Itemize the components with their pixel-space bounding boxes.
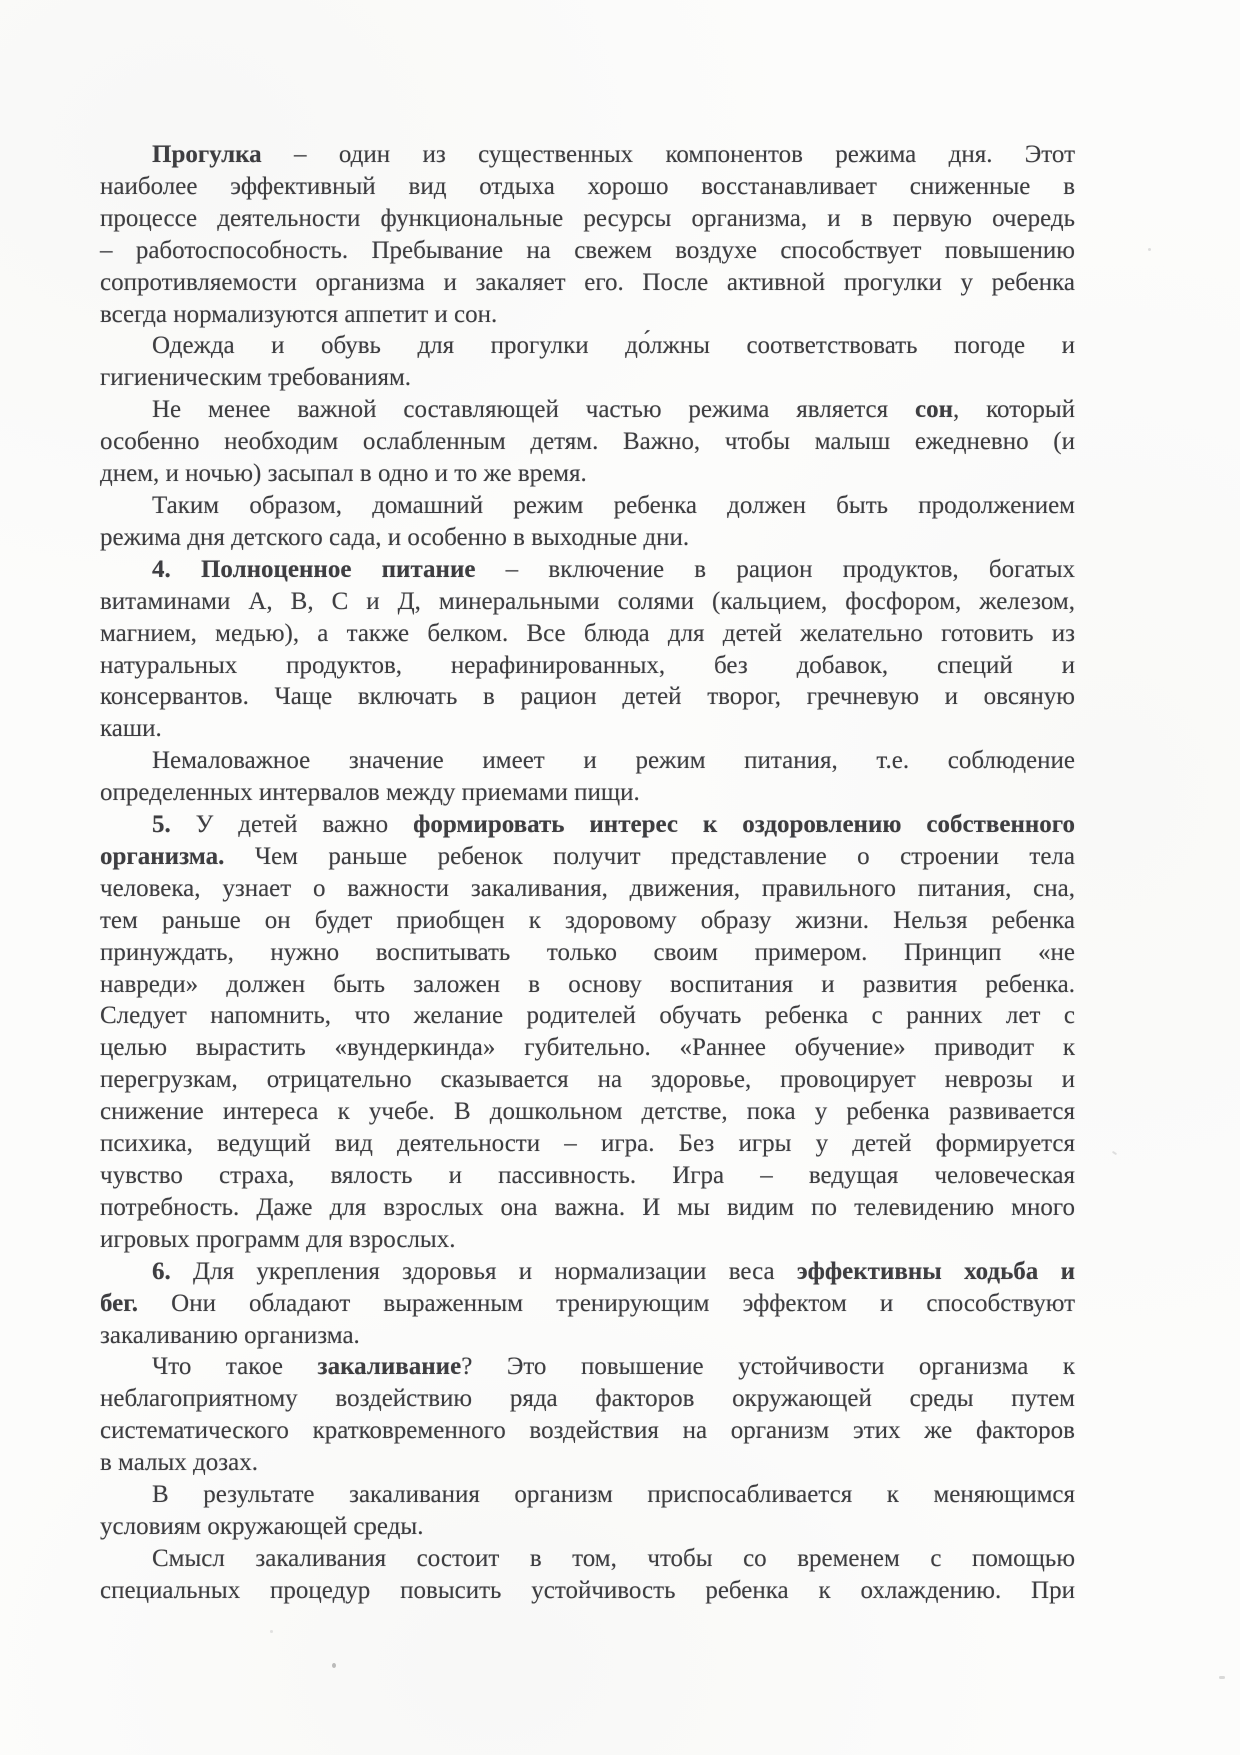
- text-run: Они обладают выраженным тренирующим эффектом и способствуют: [138, 1289, 1075, 1317]
- bold-text: 4. Полноценное питание: [152, 555, 476, 583]
- text-line: [100, 681, 1075, 713]
- document-body: [100, 139, 1075, 1607]
- text-line: [100, 618, 1075, 650]
- text-line: [100, 490, 1075, 522]
- text-run: гигиеническим требованиям.: [100, 364, 412, 392]
- scan-speck: [270, 1630, 273, 1633]
- text-run: процессе деятельности функциональные ресурсы организма, и в первую очередь: [100, 204, 1075, 232]
- text-run: тем раньше он будет приобщен к здоровому образу жизни. Нельзя ребенка: [100, 906, 1075, 934]
- text-run: В результате закаливания организм приспосабливается к меняющимся: [152, 1481, 1075, 1509]
- text-line: [100, 426, 1075, 458]
- text-line: [100, 522, 1075, 554]
- text-run: неблагоприятному воздействию ряда факторов окружающей среды путем: [100, 1385, 1075, 1413]
- text-run: закаливанию организма.: [100, 1321, 360, 1349]
- text-run: консервантов. Чаще включать в рацион детей творог, гречневую и овсяную: [100, 683, 1075, 711]
- scan-speck: [1148, 248, 1151, 251]
- text-line: [100, 1192, 1075, 1224]
- text-run: каши.: [100, 715, 162, 743]
- text-line: [100, 1320, 1075, 1352]
- text-line: [100, 1032, 1075, 1064]
- text-run: особенно необходим ослабленным детям. Важно, чтобы малыш ежедневно (и: [100, 428, 1075, 456]
- text-run: – работоспособность. Пребывание на свежем воздухе способствует повышению: [100, 236, 1075, 264]
- text-run: наиболее эффективный вид отдыха хорошо восстанавливает сниженные в: [100, 172, 1075, 200]
- text-run: чувство страха, вялость и пассивность. Игра – ведущая человеческая: [100, 1162, 1075, 1189]
- text-line: [100, 777, 1075, 809]
- text-run: психика, ведущий вид деятельности – игра. Без игры у детей формируется: [100, 1130, 1075, 1158]
- bold-text: организма.: [100, 842, 225, 870]
- text-line: [100, 969, 1075, 1001]
- text-line: [100, 1160, 1075, 1192]
- text-run: Не менее важной составляющей частью режима является: [152, 396, 916, 424]
- bold-text: 5.: [152, 811, 171, 839]
- text-run: специальных процедур повысить устойчивость ребенка к охлаждению. При: [100, 1576, 1075, 1604]
- text-run: Таким образом, домашний режим ребенка должен быть продолжением: [152, 491, 1075, 519]
- text-run: человека, узнает о важности закаливания, движения, правильного питания, сна,: [100, 874, 1075, 902]
- text-line: [100, 713, 1075, 745]
- text-run: систематического кратковременного воздействия на организм этих же факторов: [100, 1417, 1075, 1445]
- text-line: [100, 905, 1075, 937]
- text-run: перегрузкам, отрицательно сказывается на здоровье, провоцирует неврозы и: [100, 1066, 1075, 1094]
- text-line: [100, 1128, 1075, 1160]
- text-line: [100, 1064, 1075, 1096]
- text-run: определенных интервалов между приемами пищи.: [100, 779, 640, 807]
- text-line: [100, 299, 1075, 331]
- text-line: [100, 650, 1075, 682]
- text-line: [100, 586, 1075, 618]
- text-line: [100, 1351, 1075, 1383]
- text-run: натуральных продуктов, нерафинированных, без добавок, специй и: [100, 651, 1075, 679]
- text-line: [100, 1383, 1075, 1415]
- text-line: [100, 1288, 1075, 1320]
- scan-speck: [1219, 1676, 1225, 1679]
- text-line: [100, 1000, 1075, 1032]
- text-run: витаминами А, В, С и Д, минеральными солями (кальцием, фосфором, железом,: [100, 587, 1075, 615]
- bold-text: формировать интерес к оздоровлению собственного: [413, 811, 1075, 839]
- text-line: [100, 235, 1075, 267]
- text-line: [100, 1256, 1075, 1288]
- text-run: Что такое: [152, 1353, 318, 1381]
- text-run: – один из существенных компонентов режима дня. Этот: [261, 141, 1075, 168]
- text-run: ? Это повышение устойчивости организма к: [461, 1353, 1075, 1381]
- text-line: [100, 267, 1075, 299]
- text-run: Одежда и обувь для прогулки до́лжны соответствовать погоде и: [152, 332, 1075, 360]
- text-run: Следует напомнить, что желание родителей обучать ребенка с ранних лет с: [100, 1002, 1075, 1030]
- text-run: сопротивляемости организма и закаляет его. После активной прогулки у ребенка: [100, 268, 1075, 296]
- text-line: [100, 1224, 1075, 1256]
- text-line: [100, 139, 1075, 171]
- text-run: принуждать, нужно воспитывать только своим примером. Принцип «не: [100, 938, 1075, 966]
- text-line: [100, 554, 1075, 586]
- text-line: [100, 1511, 1075, 1543]
- text-run: , который: [953, 396, 1075, 424]
- text-run: Смысл закаливания состоит в том, чтобы со временем с помощью: [152, 1544, 1075, 1572]
- text-run: в малых дозах.: [100, 1449, 258, 1477]
- bold-text: Прогулка: [152, 141, 262, 168]
- text-line: [100, 841, 1075, 873]
- text-line: [100, 1543, 1075, 1575]
- text-run: Чем раньше ребенок получит представление о строении тела: [224, 842, 1075, 870]
- text-run: – включение в рацион продуктов, богатых: [475, 555, 1075, 583]
- text-line: [100, 458, 1075, 490]
- text-run: режима дня детского сада, и особенно в выходные дни.: [100, 523, 690, 551]
- text-run: Для укрепления здоровья и нормализации веса: [170, 1257, 797, 1285]
- text-run: У детей важно: [170, 811, 414, 839]
- text-line: [100, 745, 1075, 777]
- text-line: [100, 937, 1075, 969]
- text-line: [100, 1096, 1075, 1128]
- text-line: [100, 362, 1075, 394]
- text-line: [100, 171, 1075, 203]
- bold-text: эффективны ходьба и: [796, 1257, 1075, 1285]
- text-line: [100, 1479, 1075, 1511]
- text-line: [100, 1575, 1075, 1607]
- text-run: потребность. Даже для взрослых она важна. И мы видим по телевидению много: [100, 1193, 1075, 1221]
- text-run: днем, и ночью) засыпал в одно и то же время.: [100, 460, 587, 488]
- text-run: навреди» должен быть заложен в основу воспитания и развития ребенка.: [100, 970, 1075, 998]
- text-run: снижение интереса к учебе. В дошкольном детстве, пока у ребенка развивается: [100, 1098, 1075, 1126]
- text-run: целью вырастить «вундеркинда» губительно. «Раннее обучение» приводит к: [100, 1034, 1075, 1062]
- text-line: [100, 1447, 1075, 1479]
- text-line: [100, 1415, 1075, 1447]
- text-line: [100, 330, 1075, 362]
- scan-speck: [332, 1663, 336, 1668]
- text-line: [100, 394, 1075, 426]
- bold-text: сон: [915, 396, 954, 424]
- text-run: Немаловажное значение имеет и режим питания, т.е. соблюдение: [152, 747, 1075, 775]
- text-line: [100, 203, 1075, 235]
- text-line: [100, 873, 1075, 905]
- text-run: всегда нормализуются аппетит и сон.: [100, 300, 498, 328]
- text-run: магнием, медью), а также белком. Все блюда для детей желательно готовить из: [100, 619, 1075, 647]
- text-run: условиям окружающей среды.: [100, 1512, 424, 1540]
- bold-text: закаливание: [317, 1353, 462, 1381]
- text-run: игровых программ для взрослых.: [100, 1225, 456, 1253]
- text-line: [100, 809, 1075, 841]
- scan-speck: [1112, 1151, 1117, 1156]
- bold-text: бег.: [100, 1289, 139, 1317]
- bold-text: 6.: [152, 1257, 171, 1285]
